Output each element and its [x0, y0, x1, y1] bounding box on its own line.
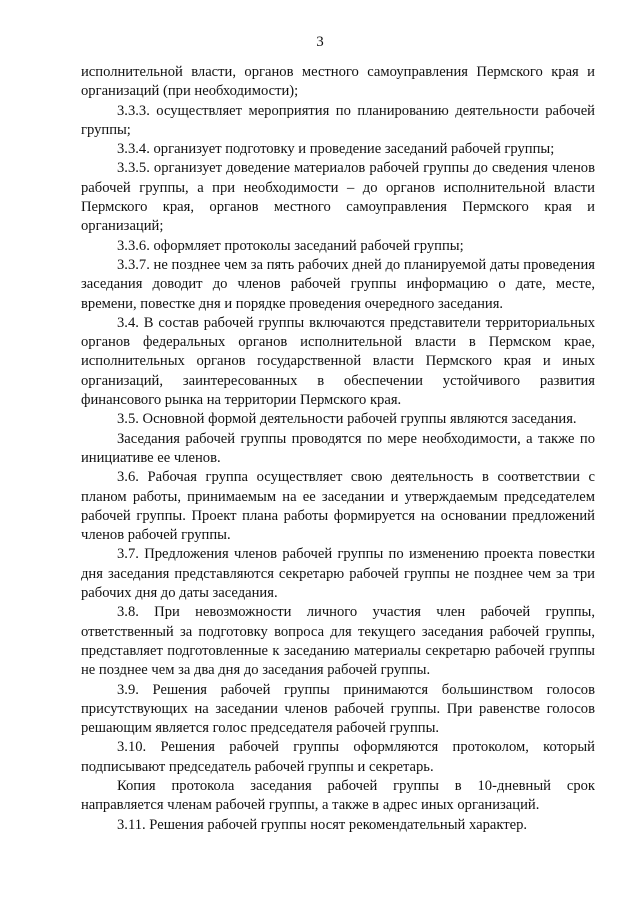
paragraph-3-7: 3.7. Предложения членов рабочей группы по изменению проекта повестки дня заседания представляются секретарю рабочей группы не позднее чем за три рабочих дня до даты заседания.: [81, 546, 595, 602]
paragraph-3-8: 3.8. При невозможности личного участия член рабочей группы, ответственный за подготовку вопроса для текущего заседания рабочей группы, представляет подготовленные к заседанию материалы секретарю рабочей группы не позднее чем за два дня до заседания рабочей группы.: [81, 604, 595, 679]
paragraph-3-6: 3.6. Рабочая группа осуществляет свою деятельность в соответствии с планом работы, принимаемым на ее заседании и утверждаемым председателем рабочей группы. Проект плана работы формируется на основании предложений членов рабочей группы.: [81, 469, 595, 544]
page-number: 3: [316, 34, 324, 50]
paragraph-3-3-7: 3.3.7. не позднее чем за пять рабочих дней до планируемой даты проведения заседания доводит до членов рабочей группы информацию о дате, месте, времени, повестке дня и порядке проведения очередного заседания.: [81, 256, 595, 312]
paragraph-3-9: 3.9. Решения рабочей группы принимаются большинством голосов присутствующих на заседании членов рабочей группы. При равенстве голосов решающим является голос председателя рабочей группы.: [81, 681, 595, 737]
paragraph-3-11: 3.11. Решения рабочей группы носят рекомендательный характер.: [117, 816, 528, 833]
paragraph-3-4: 3.4. В состав рабочей группы включаются представители территориальных органов федеральных органов исполнительной власти в Пермском крае, исполнительных органов государственной власти Пермского края и иных организаций, заинтересованных в обеспечении устойчивого развития финансового рынка на территории Пермского края.: [81, 314, 595, 409]
paragraph-3-3-4: 3.3.4. организует подготовку и проведение заседаний рабочей группы;: [117, 141, 555, 158]
paragraph-3-3-5: 3.3.5. организует доведение материалов рабочей группы до сведения членов рабочей группы, а при необходимости – до органов исполнительной власти Пермского края, органов местного самоуправления Пермского края и организаций;: [81, 160, 595, 235]
paragraph-3-10: 3.10. Решения рабочей группы оформляются протоколом, который подписывают председатель рабочей группы и секретарь.: [81, 739, 595, 775]
paragraph: исполнительной власти, органов местного самоуправления Пермского края и организаций (при необходимости);: [81, 64, 595, 100]
paragraph-3-5: 3.5. Основной формой деятельности рабочей группы являются заседания.: [117, 411, 577, 428]
paragraph-3-10-cont: Копия протокола заседания рабочей группы в 10-дневный срок направляется членам рабочей группы, а также в адрес иных организаций.: [81, 777, 595, 814]
paragraph-3-3-6: 3.3.6. оформляет протоколы заседаний рабочей группы;: [117, 237, 464, 254]
document-body: [81, 63, 595, 835]
paragraph-3-3-3: 3.3.3. осуществляет мероприятия по планированию деятельности рабочей группы;: [81, 102, 595, 138]
paragraph-3-5-cont: Заседания рабочей группы проводятся по мере необходимости, а также по инициативе ее членов.: [81, 430, 595, 466]
